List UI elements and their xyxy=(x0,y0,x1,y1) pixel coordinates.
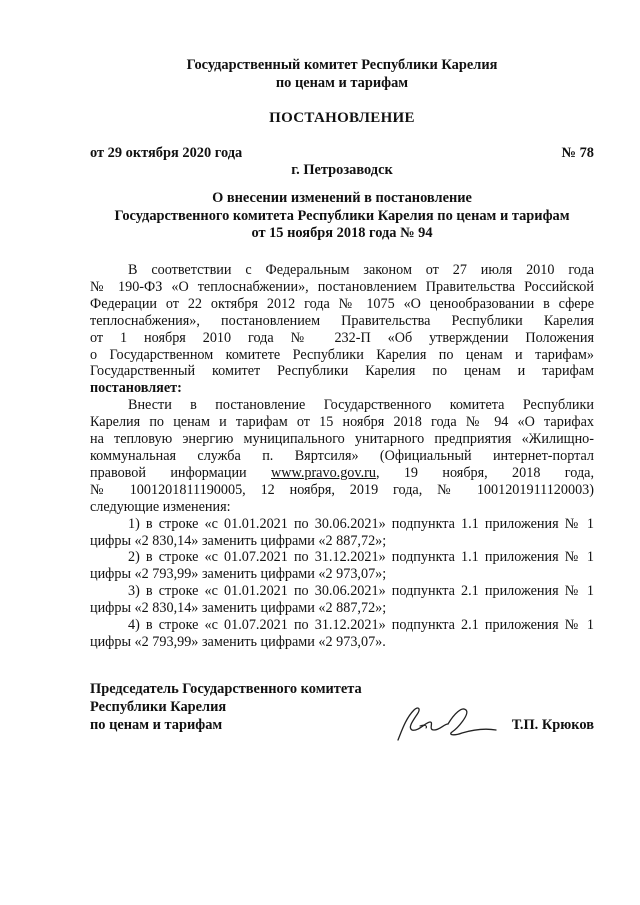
document-type: ПОСТАНОВЛЕНИЕ xyxy=(269,110,415,126)
body-line: В соответствии с Федеральным законом от 27 июля 2010 года xyxy=(128,262,594,278)
change-item-2 xyxy=(90,549,594,583)
document-subject xyxy=(90,190,594,243)
subject-line1: О внесении изменений в постановление xyxy=(212,190,472,206)
change-item-1 xyxy=(90,516,594,550)
subject-line2: Государственного комитета Республики Карелия по ценам и тарифам xyxy=(114,207,570,224)
agency-name-line2: по ценам и тарифам xyxy=(275,75,409,91)
item-line: 1) в строке «с 01.01.2021 по 30.06.2021» подпункта 1.1 приложения № 1 xyxy=(128,515,594,532)
document-body xyxy=(90,262,594,651)
item-line: цифры «2 830,14» заменить цифрами «2 887,72»; xyxy=(90,600,387,617)
item-line: цифры «2 793,99» заменить цифрами «2 973,07»; xyxy=(90,566,387,583)
body-line: коммунальная служба п. Вяртсиля» (Официальный интернет-портал xyxy=(90,447,594,464)
document-date: от 29 октября 2020 года xyxy=(90,145,243,161)
handwritten-signature xyxy=(392,700,502,744)
signatory-name: Т.П. Крюков xyxy=(511,717,594,733)
pravo-link[interactable]: www.pravo.gov.ru xyxy=(271,464,376,481)
signatory-title-line2: Республики Карелия xyxy=(90,699,227,715)
paragraph-resolution xyxy=(90,397,594,515)
body-line: Внести в постановление Государственного комитета Республики xyxy=(128,397,594,414)
body-line: № 1001201811190005, 12 ноября, 2019 года, № 1001201911120003) xyxy=(90,481,594,498)
item-line: 4) в строке «с 01.07.2021 по 31.12.2021» подпункта 2.1 приложения № 1 xyxy=(128,617,594,634)
item-line: цифры «2 830,14» заменить цифрами «2 887,72»; xyxy=(90,532,387,549)
body-line: № 190-ФЗ «О теплоснабжении», постановлением Правительства Российской xyxy=(90,278,594,295)
item-line: 3) в строке «с 01.01.2021 по 30.06.2021» подпункта 2.1 приложения № 1 xyxy=(128,583,594,600)
agency-name-line1: Государственный комитет Республики Карелия xyxy=(186,57,498,73)
body-line: Федерации от 22 октября 2012 года № 1075 «О ценообразовании в сфере xyxy=(90,295,594,312)
item-line: 2) в строке «с 01.07.2021 по 31.12.2021» подпункта 1.1 приложения № 1 xyxy=(128,549,594,566)
body-line: теплоснабжения», постановлением Правительства Республики Карелия xyxy=(90,312,594,329)
change-item-3 xyxy=(90,583,594,617)
document-number: № 78 xyxy=(561,145,594,161)
body-line: следующие изменения: xyxy=(90,498,231,515)
body-line: Государственный комитет Республики Карелия по ценам и тарифам xyxy=(90,363,594,380)
agency-header xyxy=(90,56,594,92)
body-text: правовой информации xyxy=(90,464,247,481)
resolution-word: постановляет: xyxy=(90,380,182,397)
body-text: , 19 ноября, 2018 года, xyxy=(375,464,595,481)
signature-block xyxy=(90,680,594,734)
date-line xyxy=(90,145,594,163)
item-line: цифры «2 793,99» заменить цифрами «2 973,07». xyxy=(90,633,386,650)
body-line xyxy=(90,465,594,482)
body-line: от 1 ноября 2010 года № 232-П «Об утверждении Положения xyxy=(90,329,594,346)
body-line: Карелия по ценам и тарифам от 15 ноября 2018 года № 94 «О тарифах xyxy=(90,414,594,431)
signatory-title-line1: Председатель Государственного комитета xyxy=(90,681,362,697)
paragraph-preamble xyxy=(90,262,594,397)
subject-line3: от 15 ноября 2018 года № 94 xyxy=(251,225,433,242)
body-line: о Государственном комитете Республики Карелия по ценам и тарифам» xyxy=(90,346,594,363)
document-city: г. Петрозаводск xyxy=(291,162,393,178)
body-line: на тепловую энергию муниципального унитарного предприятия «Жилищно- xyxy=(90,431,594,448)
signatory-title-line3: по ценам и тарифам xyxy=(90,717,223,733)
change-item-4 xyxy=(90,617,594,651)
